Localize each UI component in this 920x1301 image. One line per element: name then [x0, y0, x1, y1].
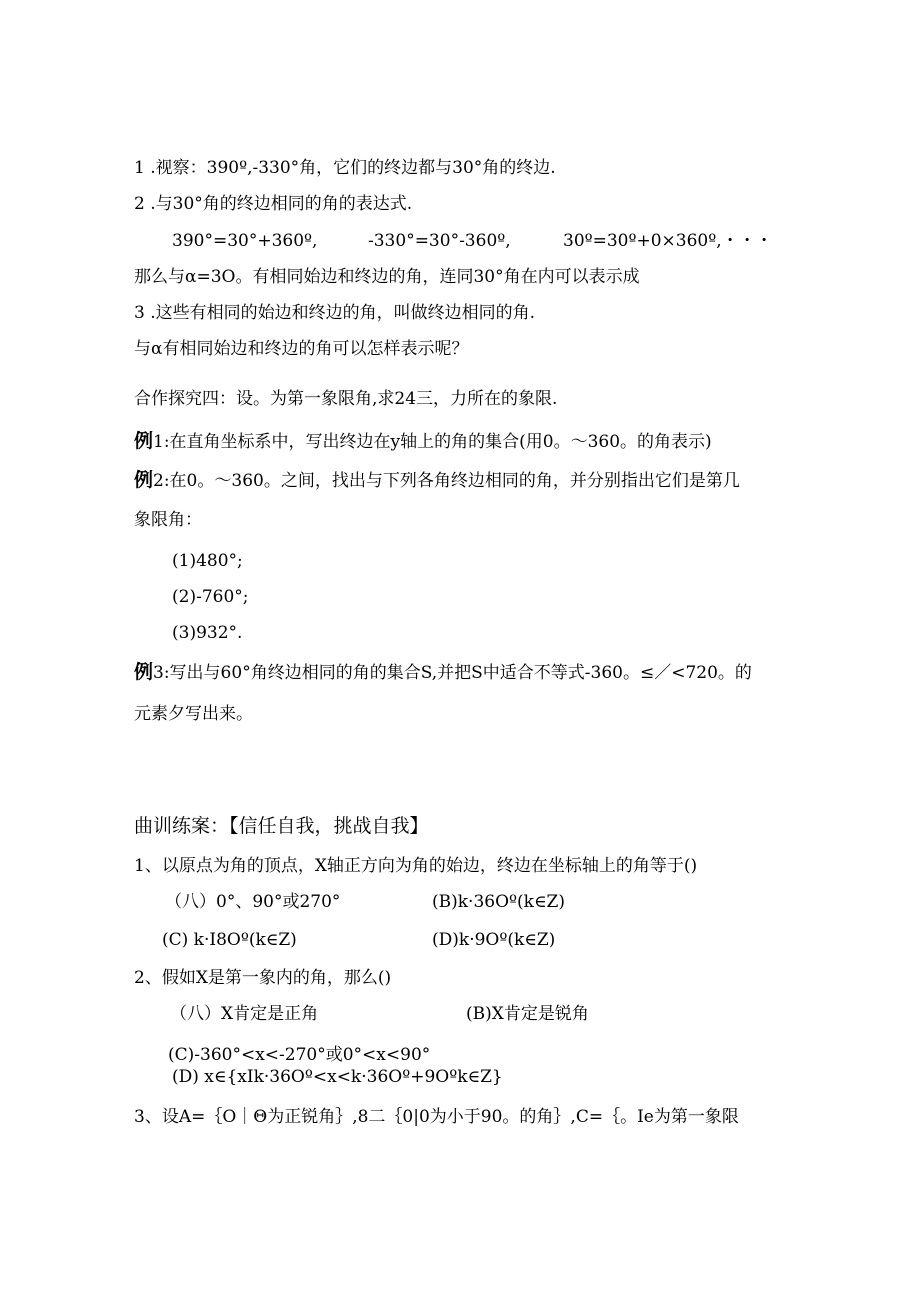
question-3: 3、设A=｛O｜Θ为正锐角｝,8二｛0|0为小于90。的角｝,C=｛。Ie为第一象限 — [134, 1107, 739, 1127]
intro-line-1: 1 .视察：390º,-330°角，它们的终边都与30°角的终边. — [134, 158, 556, 178]
question-2-option-c: (C)-360°<x<-270°或0°<x<90° — [168, 1045, 431, 1065]
equation-2: -330°=30°-360º, — [368, 231, 511, 251]
question-2-option-a: （八）X肯定是正角 — [170, 1004, 319, 1024]
intro-line-4: 3 .这些有相同的始边和终边的角，叫做终边相同的角. — [134, 303, 536, 323]
example-3 — [134, 661, 752, 684]
example-2-text-continued: 象限角： — [134, 510, 202, 530]
example-2 — [134, 469, 740, 492]
intro-line-3: 那么与α=3O。有相同始边和终边的角，连同30°角在内可以表示成 — [134, 267, 640, 287]
explore-line: 合作探究四：设。为第一象限角,求24三，力所在的象限. — [134, 389, 558, 409]
question-2-option-b: (B)X肯定是锐角 — [466, 1004, 589, 1024]
example-2-label: 例 — [134, 469, 154, 491]
example-3-label: 例 — [134, 661, 154, 683]
equation-1: 390°=30°+360º, — [172, 231, 318, 251]
question-1-option-a: （八）0°、90°或270° — [165, 892, 341, 912]
intro-line-5: 与α有相同始边和终边的角可以怎样表示呢？ — [134, 339, 469, 359]
equation-3: 30º=30º+0×360º,・・・ — [563, 231, 773, 251]
practice-heading: 曲训练案：【信任自我，挑战自我】 — [134, 815, 429, 837]
intro-line-2: 2 .与30°角的终边相同的角的表达式. — [134, 194, 413, 214]
example-2-item-1: (1)480°; — [172, 551, 243, 571]
question-2: 2、假如X是第一象内的角，那么() — [134, 968, 392, 988]
question-1-option-c: (C) k·I8Oº(k∈Z) — [162, 930, 297, 950]
question-1: 1、以原点为角的顶点，X轴正方向为角的始边，终边在坐标轴上的角等于() — [134, 856, 698, 876]
example-1 — [134, 430, 712, 453]
question-1-option-b: (B)k·36Oº(k∈Z) — [432, 892, 565, 912]
example-2-item-2: (2)-760°; — [172, 587, 249, 607]
question-1-option-d: (D)k·9Oº(k∈Z) — [432, 930, 556, 950]
example-3-text: 3:写出与60°角终边相同的角的集合S,并把S中适合不等式-360。≤／<720。的 — [153, 663, 752, 683]
example-2-item-3: (3)932°. — [172, 623, 243, 643]
example-2-text: 2:在0。～360。之间，找出与下列各角终边相同的角，并分别指出它们是第几 — [153, 471, 740, 491]
question-2-option-d: (D) x∈{xIk·36Oº<x<k·36Oº+9Oºk∈Z} — [172, 1067, 503, 1087]
example-3-text-continued: 元素夕写出来。 — [134, 704, 253, 724]
example-1-text: 1:在直角坐标系中，写出终边在y轴上的角的集合(用0。～360。的角表示) — [153, 432, 712, 452]
example-1-label: 例 — [134, 430, 154, 452]
